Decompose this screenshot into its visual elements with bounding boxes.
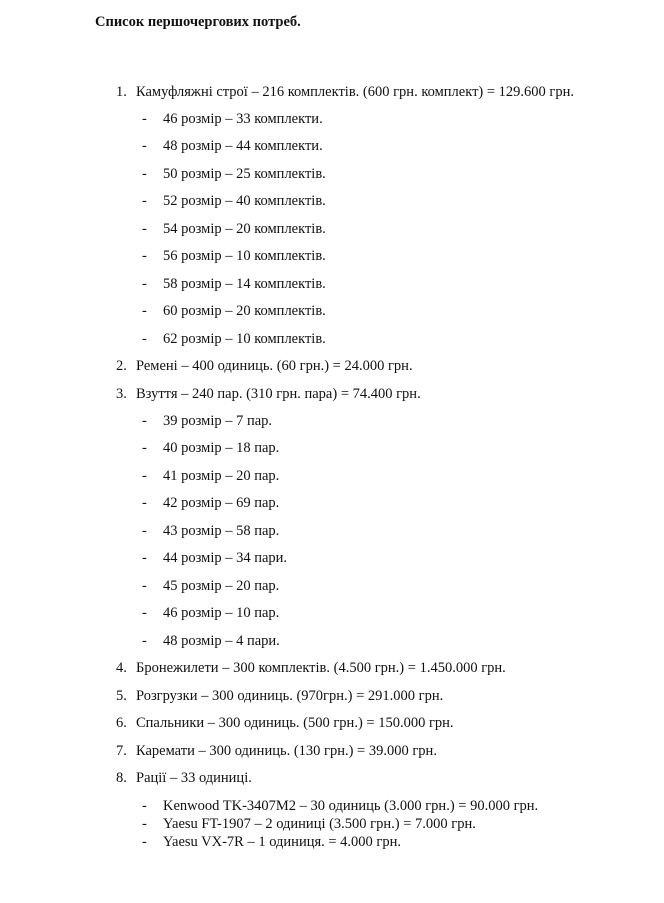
list-item-number: 4.	[116, 660, 127, 676]
list-item-text: Спальники – 300 одиниць. (500 грн.) = 150.000 грн.	[136, 715, 454, 731]
dash-bullet: -	[142, 193, 147, 209]
sub-list-item-text: 45 розмір – 20 пар.	[163, 578, 280, 594]
sub-list-item-text: 48 розмір – 44 комплекти.	[163, 138, 323, 154]
dash-bullet: -	[142, 798, 147, 814]
dash-bullet: -	[142, 303, 147, 319]
list-item-number: 2.	[116, 358, 127, 374]
sub-list-item-text: 44 розмір – 34 пари.	[163, 550, 288, 566]
sub-list-item-text: 62 розмір – 10 комплектів.	[163, 331, 326, 347]
dash-bullet: -	[142, 605, 147, 621]
dash-bullet: -	[142, 248, 147, 264]
sub-list-item-text: 50 розмір – 25 комплектів.	[163, 166, 326, 182]
dash-bullet: -	[142, 495, 147, 511]
dash-bullet: -	[142, 523, 147, 539]
dash-bullet: -	[142, 221, 147, 237]
sub-list-item-text: 42 розмір – 69 пар.	[163, 495, 280, 511]
sub-list-item-text: Yaesu FT-1907 – 2 одиниці (3.500 грн.) = 7.000 грн.	[163, 816, 476, 832]
dash-bullet: -	[142, 578, 147, 594]
list-item-text: Бронежилети – 300 комплектів. (4.500 грн.) = 1.450.000 грн.	[136, 660, 506, 676]
dash-bullet: -	[142, 276, 147, 292]
sub-list-item-text: 41 розмір – 20 пар.	[163, 468, 280, 484]
list-item-number: 1.	[116, 84, 127, 100]
list-item-text: Каремати – 300 одиниць. (130 грн.) = 39.000 грн.	[136, 743, 437, 759]
sub-list-item-text: 54 розмір – 20 комплектів.	[163, 221, 326, 237]
dash-bullet: -	[142, 138, 147, 154]
list-item-text: Розгрузки – 300 одиниць. (970грн.) = 291.000 грн.	[136, 688, 444, 704]
sub-list-item-text: 48 розмір – 4 пари.	[163, 633, 280, 649]
sub-list-item-text: 39 розмір – 7 пар.	[163, 413, 273, 429]
sub-list-item-text: 46 розмір – 33 комплекти.	[163, 111, 323, 127]
sub-list-item-text: 46 розмір – 10 пар.	[163, 605, 280, 621]
dash-bullet: -	[142, 468, 147, 484]
list-item-text: Рації – 33 одиниці.	[136, 770, 252, 786]
list-item-number: 8.	[116, 770, 127, 786]
list-item-number: 7.	[116, 743, 127, 759]
list-item-text: Взуття – 240 пар. (310 грн. пара) = 74.400 грн.	[136, 386, 421, 402]
dash-bullet: -	[142, 550, 147, 566]
sub-list-item-text: Kenwood TK-3407M2 – 30 одиниць (3.000 грн.) = 90.000 грн.	[163, 798, 539, 814]
sub-list-item-text: 58 розмір – 14 комплектів.	[163, 276, 326, 292]
document-title: Список першочергових потреб.	[95, 14, 301, 30]
list-item-text: Ремені – 400 одиниць. (60 грн.) = 24.000 грн.	[136, 358, 413, 374]
sub-list-item-text: 43 розмір – 58 пар.	[163, 523, 280, 539]
dash-bullet: -	[142, 166, 147, 182]
dash-bullet: -	[142, 413, 147, 429]
dash-bullet: -	[142, 331, 147, 347]
sub-list-item-text: 56 розмір – 10 комплектів.	[163, 248, 326, 264]
list-item-number: 6.	[116, 715, 127, 731]
dash-bullet: -	[142, 633, 147, 649]
dash-bullet: -	[142, 816, 147, 832]
sub-list-item-text: 52 розмір – 40 комплектів.	[163, 193, 326, 209]
list-item-text: Камуфляжні строї – 216 комплектів. (600 грн. комплект) = 129.600 грн.	[136, 84, 574, 100]
sub-list-item-text: 40 розмір – 18 пар.	[163, 440, 280, 456]
dash-bullet: -	[142, 834, 147, 850]
sub-list-item-text: 60 розмір – 20 комплектів.	[163, 303, 326, 319]
sub-list-item-text: Yaesu VX-7R – 1 одиниця. = 4.000 грн.	[163, 834, 402, 850]
list-item-number: 5.	[116, 688, 127, 704]
list-item-number: 3.	[116, 386, 127, 402]
dash-bullet: -	[142, 440, 147, 456]
dash-bullet: -	[142, 111, 147, 127]
